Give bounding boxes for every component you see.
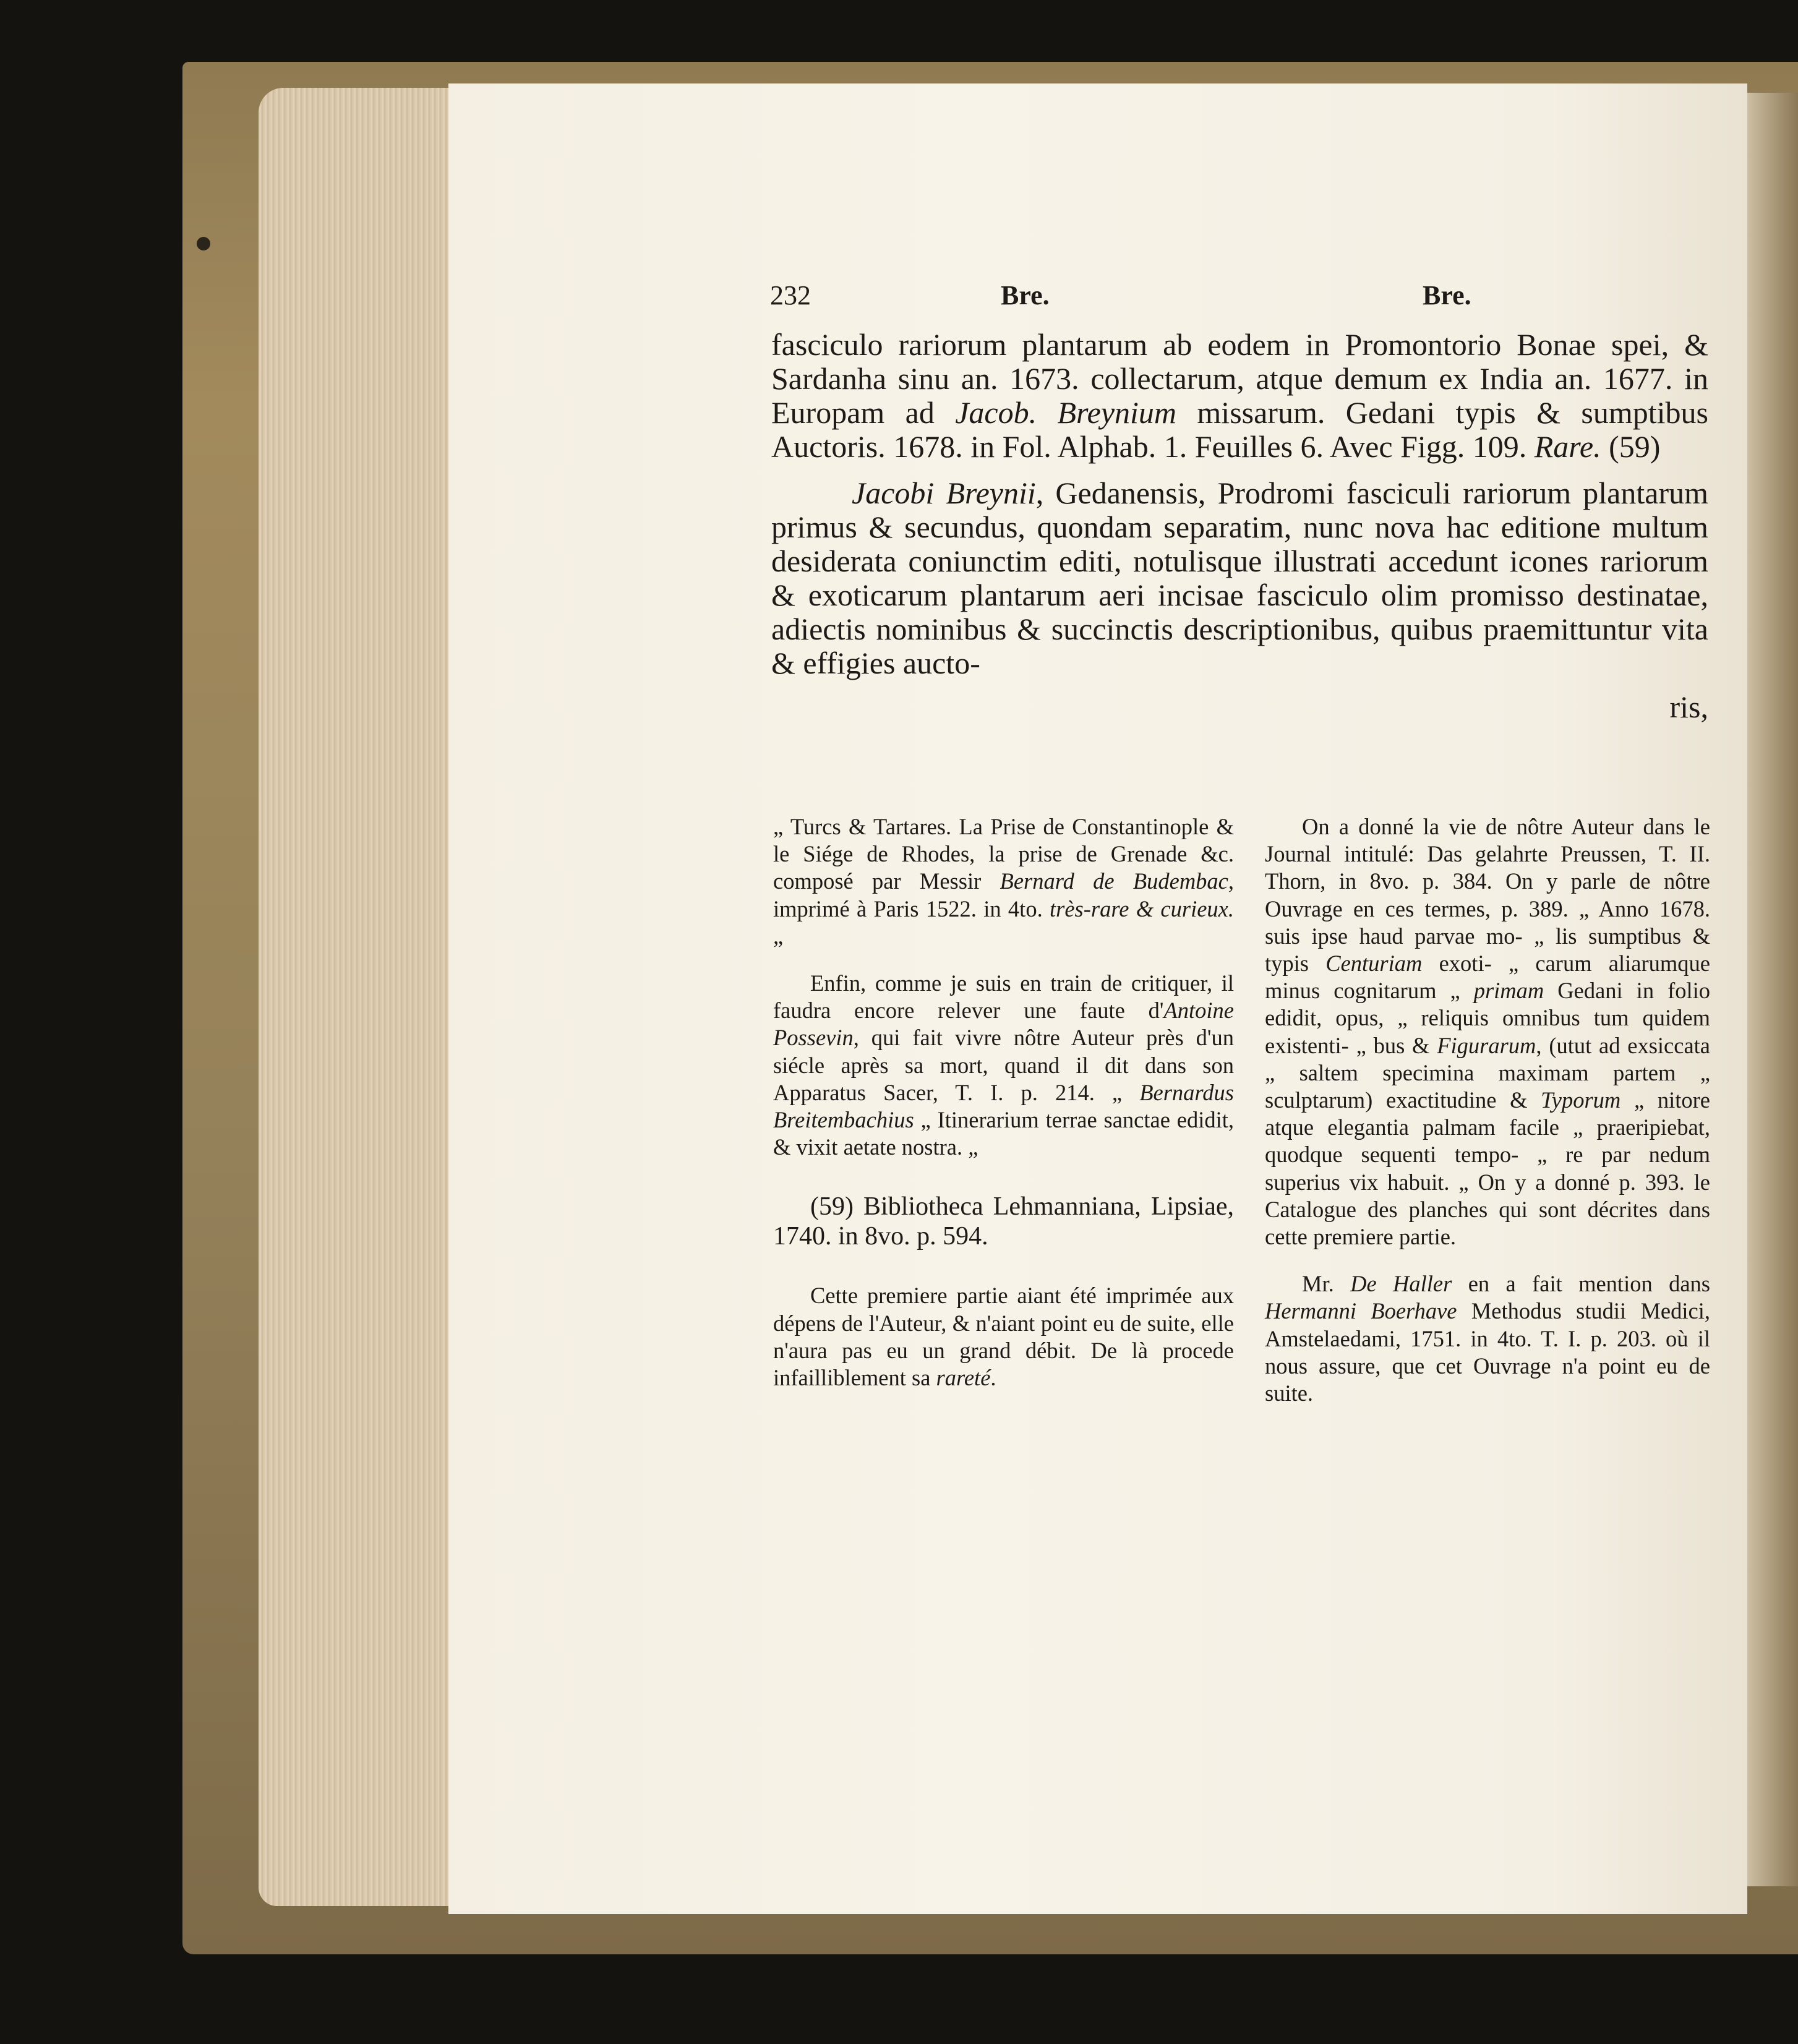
italic-name: Hermanni Boerhave [1265, 1298, 1457, 1324]
main-paragraph-2 [771, 476, 1708, 680]
italic-name: Jacobi Breynii [852, 476, 1036, 510]
text-span: „ Turcs & Tartares. La Prise de Constantinople & le Siége de Rhodes, la prise de Grenade &c. composé par Messir [773, 814, 1234, 894]
right-paragraph-2 [1265, 1270, 1710, 1407]
footnote-59: (59) Bibliotheca Lehmanniana, Lipsiae, 1740. in 8vo. p. 594. [773, 1192, 1234, 1251]
text-span: Enfin, comme je suis en train de critiquer, il faudra encore relever une faute d' [773, 970, 1234, 1024]
text-span: Mr. [1302, 1271, 1351, 1297]
text-span: missarum. Gedani typis & sumptibus Auctoris. 1678. in Fol. Alphab. 1. Feuilles 6. Avec Figg. 109. [771, 395, 1708, 464]
text-span: „ Itinerarium terrae sanctae edidit, & vixit aetate nostra. „ [773, 1107, 1234, 1160]
quote-paragraph-1 [773, 813, 1234, 950]
text-span: „ nitore atque elegantia palmam facile „ praeripiebat, quodque sequenti tempo- „ re par nedum superius vix habuit. „ On y a donné p. 393. le Catalogue des planches qui sont décrites dans cette premiere partie. [1265, 1087, 1710, 1250]
right-column [1265, 813, 1710, 1427]
footnote-ref: (59) [1601, 429, 1661, 464]
page-number: 232 [770, 280, 811, 310]
text-span: Cette premiere partie aiant été imprimée aux dépens de l'Auteur, & n'aiant point eu de suite, elle n'aura pas eu un grand débit. De là procede infailliblement sa [773, 1283, 1234, 1391]
italic-word: primam [1473, 978, 1544, 1004]
cover-hole [197, 237, 210, 250]
rarity-mark: Rare. [1534, 429, 1601, 464]
text-span: fasciculo rariorum plantarum ab eodem in Promontorio Bonae spei, & Sardanha sinu an. 1673. collectarum, atque demum ex India an. 1677. in Europam ad [771, 327, 1708, 430]
main-paragraph-1 [771, 328, 1708, 464]
quote-paragraph-3 [773, 1282, 1234, 1392]
italic-name: Jacob. Breynium [955, 395, 1177, 430]
italic-word: Typorum [1541, 1087, 1621, 1113]
text-span: , imprimé à Paris 1522. in 4to. [773, 868, 1235, 922]
italic-name: Bernard de Budembac [1000, 868, 1228, 894]
quote-paragraph-2 [773, 970, 1234, 1161]
italic-name: De Haller [1350, 1271, 1452, 1297]
facing-page-edge [1747, 93, 1798, 1886]
main-text-block [771, 328, 1708, 737]
text-span: . [990, 1365, 996, 1391]
running-head-left: Bre. [1001, 280, 1050, 310]
text-span: , qui fait vivre nôtre Auteur près d'un siécle après sa mort, quand il dit dans son Apparatus Sacer, T. I. p. 214. „ [773, 1025, 1234, 1105]
text-span: , Gedanensis, Prodromi fasciculi rariorum plantarum primus & secundus, quondam separatim, nunc nova hac editione multum desiderata coniunctim editi, notulisque illustrati accedunt icones rariorum & exoticarum plantarum aeri incisae fasciculo olim promisso destinatae, adiectis nominibus & succinctis descriptionibus, quibus praemittuntur vita & effigies aucto- [771, 476, 1708, 680]
text-span: en a fait mention dans [1452, 1271, 1710, 1297]
italic-name: Antoine Possevin [773, 998, 1234, 1051]
text-span: „ [773, 923, 784, 949]
text-span: , (utut ad exsiccata „ saltem specimina maximam partem „ sculptarum) exactitudine & [1265, 1032, 1710, 1113]
text-span: exoti- „ carum aliarumque minus cognitarum „ [1265, 951, 1710, 1004]
page-block-edge [259, 88, 452, 1906]
main-paragraph-2-end: ris, [1669, 690, 1708, 724]
italic-word: Figurarum [1437, 1032, 1536, 1058]
italic-word: rareté [936, 1365, 991, 1391]
text-span: Methodus studii Medici, Amstelaedami, 1751. in 4to. T. I. p. 203. où il nous assure, que cet Ouvrage n'a point eu de suite. [1265, 1298, 1710, 1406]
text-span: Gedani in folio edidit, opus, „ reliquis omnibus tum quidem existenti- „ bus & [1265, 978, 1711, 1058]
left-column [773, 813, 1234, 1411]
italic-phrase: très-rare & curieux. [1050, 896, 1235, 922]
italic-word: Centuriam [1325, 951, 1423, 977]
italic-name: Bernardus Breitembachius [773, 1079, 1234, 1133]
right-paragraph-1 [1265, 813, 1710, 1251]
running-head-right: Bre. [1423, 280, 1471, 310]
text-span: On a donné la vie de nôtre Auteur dans le Journal intitulé: Das gelahrte Preussen, T. II. Thorn, in 8vo. p. 384. On y parle de nôtre Ouvrage en ces termes, p. 389. „ Anno 1678. suis ipse haud parvae mo- „ lis sumptibus & typis [1265, 814, 1710, 977]
